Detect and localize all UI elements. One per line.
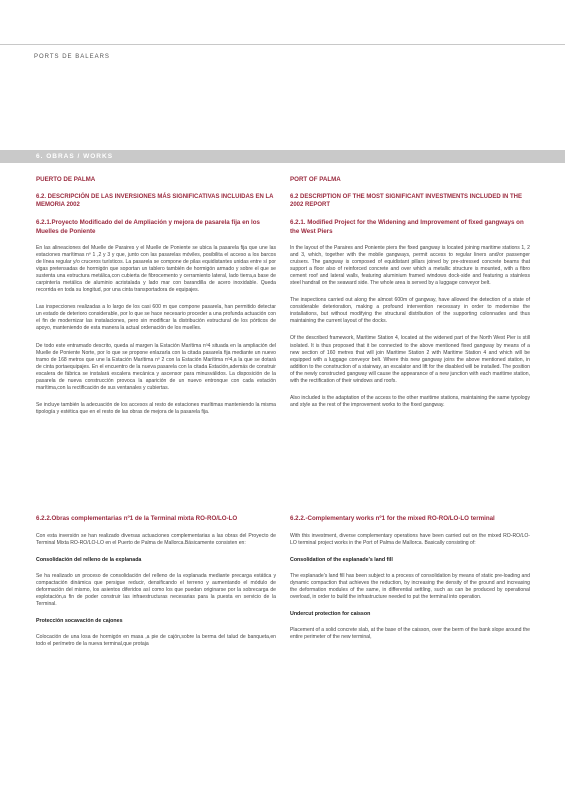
column-english-lower — [290, 515, 530, 651]
paragraph: Se incluye también la adecuación de los accesos al resto de estaciones marítimas manteniendo la misma tipología y estética que en el resto de las obras de mejora de la pasarela fija. — [36, 401, 276, 415]
column-spanish — [36, 176, 276, 426]
paragraph: The inspections carried out along the almost 600m of gangway, have allowed the detection of a state of considerable deterioration, making a profound intervention necessary in order to modernise the installations, but without modifying the structural distribution of the supporting colonnades and thus maintaining the current layout of the docks. — [290, 297, 530, 325]
subsection-heading: 6.2.1. Modified Project for the Widening and Improvement of fixed gangways on the West Piers — [290, 219, 524, 235]
paragraph: Colocación de una losa de hormigón en masa ,a pie de cajón,sobre la berma del talud de banqueta,en todo el perímetro de la nueva terminal,que protaja — [36, 633, 276, 647]
subsection-heading: 6.2.1.Proyecto Modificado del de Ampliación y mejora de pasarela fija en los Muelles de Poniente — [36, 219, 260, 235]
paragraph: Of the described framework, Maritime Station 4, located at the widened part of the North West Pier is still isolated. It is thus proposed that it be connected to the above mentioned fixed gangway by means of a new section of 160 metres that will join Maritime Station 2 with Maritime Station 4 and which will be equipped with a luggage conveyor belt. Where this new gangway joins the above mentioned station, in addition to the construction of a stairway, an escalator and lift for the disabled will be installed. The position of the newly constructed gangway will cause the appearance of a new junction with each maritime station, with the rectification of their windows and roofs. — [290, 335, 530, 384]
subsection-heading: 6.2.2.-Complementary works nº1 for the mixed RO-RO/LO-LO terminal — [290, 515, 495, 522]
section-heading: 6.2. DESCRIPCIÓN DE LAS INVERSIONES MÁS SIGNIFICATIVAS INCLUIDAS EN LA MEMORIA 2002 — [36, 194, 274, 208]
paragraph: With this investment, diverse complementary operations have been carried out on the mixed RO-RO/LO-LO terminal project works in the Port of Palma de Mallorca. Basically consisting of: — [290, 532, 530, 546]
port-title: PUERTO DE PALMA — [36, 176, 96, 183]
paragraph: Se ha realizado un proceso de consolidación del relleno de la explanada mediante precarga estática y compactación dinámica que persigue reducir, densificando el terreno y aumentando el módulo de deformación del mismo, los asientos diferidos así como los que puedan originarse por la sobrecarga de explotación,a fin de poder construir las infraestructuras necesarias para la puesta en servicio de la Terminal. — [36, 572, 276, 607]
page-header — [0, 0, 565, 120]
header-title: PORTS DE BALEARS — [34, 54, 110, 60]
paragraph: Also included is the adaptation of the access to the other maritime stations, maintaining the same typology and style as the rest of the improvement works to the fixed gangway. — [290, 394, 530, 408]
port-title: PORT OF PALMA — [290, 176, 341, 183]
column-spanish-lower — [36, 515, 276, 658]
subheading: Protección socavación de cajones — [36, 617, 123, 624]
header-rule — [0, 44, 565, 45]
paragraph: Con esta inversión se han realizado diversas actuaciones complementarias a las obras del Proyecto de Terminal Mixta RO-RO/LO-LO en el Puerto de Palma de Mallorca.Básicamente consisten en: — [36, 532, 276, 546]
section-heading: 6.2 DESCRIPTION OF THE MOST SIGNIFICANT INVESTMENTS INCLUDED IN THE 2002 REPORT — [290, 194, 523, 208]
paragraph: Placement of a solid concrete slab, at the base of the caisson, over the berm of the bank slope around the entire perimeter of the new terminal, — [290, 626, 530, 640]
paragraph: En las alineaciones del Muelle de Paraires y el Muelle de Poniente se ubica la pasarela fija que une las estaciones marítimas nº 1 ,2 y 3 y que, junto con las pasarelas móviles, posibilita el acceso a los barcos de línea regular y/o cruceros turísticos. La pasarela se compone de pilas equidistantes unidas entre sí por vigas pretensadas de hormigón que soportan un tablero también de hormigón armado y sobre el que se sustenta una estructura metálica,con cubierta de fibrocemento y cerramiento lateral, lado tierra,a base de carpintería metálica de aluminio acristalada y lado mar con barandilla de acero inoxidable. Queda recorrida en toda su longitud, por una cinta transportadora de equipajes. — [36, 245, 276, 294]
section-title: 6. OBRAS / WORKS — [36, 153, 114, 160]
column-english — [290, 176, 530, 419]
subsection-heading: 6.2.2.Obras complementarias nº1 de la Terminal mixta RO-RO/LO-LO — [36, 515, 238, 522]
paragraph: De todo este entramado descrito, queda al margen la Estación Marítima nº4 situada en la ampliación del Muelle de Poniente Norte, por lo que se propone enlazarla con la citada pasarela fija mediante un nuevo tramo de 168 metros que une la Estación Marítima nº 2 con la Estación Marítima nº4,a la que se dotará de cinta portaequipajes. En el encuentro de la nueva pasarela con la citada Estación,además de construir escalera de fábrica se instalará escalera mecánica y ascensor para minusválidos. La disposición de la pasarela de nueva construcción provoca la aparición de un nuevo entronque con cada estación marítima,con la rectificación de sus ventanales y cubiertas. — [36, 342, 276, 391]
section-bar — [0, 150, 565, 163]
subheading: Undercut protection for caisson — [290, 610, 371, 617]
paragraph: Las inspecciones realizadas a lo largo de los casi 600 m que compone pasarela, han permitido detectar un estado de deterioro considerable, por lo que se hace necesario proceder a una profunda actuación con el fin de modernizar las instalaciones, pero sin modificar la distribución estructural de los pórticos de apoyo, manteniendo de esta manera la actual ordenación de los muelles. — [36, 304, 276, 332]
subheading: Consolidation of the esplanade's land fill — [290, 556, 393, 563]
paragraph: In the layout of the Paraires and Poniente piers the fixed gangway is located joining maritime stations 1, 2 and 3, which, together with the mobile gangways, permit access to regular liners and/or passenger cruisers. The gangway is composed of equidistant pillars joined by pre-stressed concrete beams that support a floor also of reinforced concrete and over which a metallic structure is mounted, with a fibro cement roof and lateral walls, featuring aluminium framed windows dock-side and featuring a stainless steel handrail on the seaward side. The whole area is served by a luggage conveyor belt. — [290, 245, 530, 287]
subheading: Consolidación del relleno de la explanada — [36, 556, 142, 563]
paragraph: The esplanade's land fill has been subject to a process of consolidation by means of static pre-loading and dynamic compaction that achieves the reduction, by increasing the density of the ground and increasing the deformation modules of the same, in differential settling, such as can be produced by operational overload, in order to build the infrastructure needed to put the terminal into operation. — [290, 572, 530, 600]
